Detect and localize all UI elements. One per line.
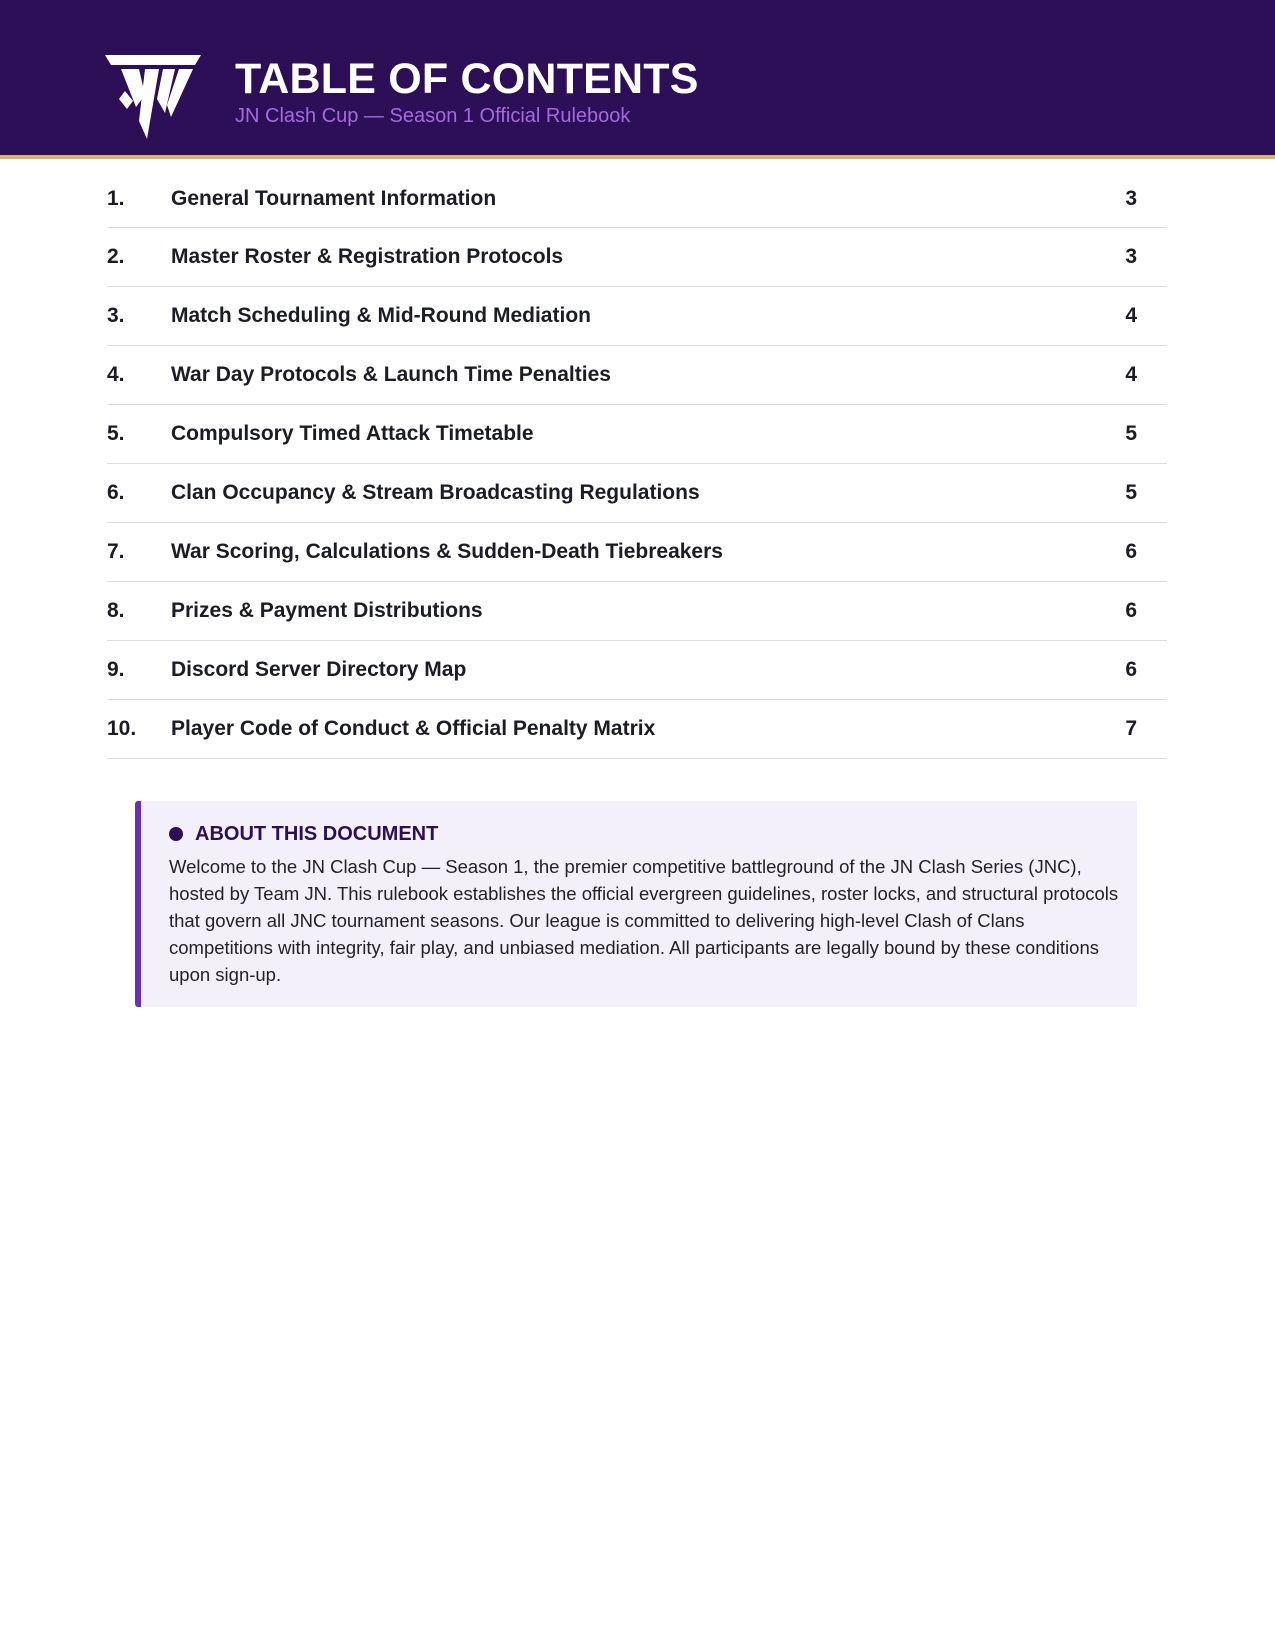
toc-entry-title: Match Scheduling & Mid-Round Mediation xyxy=(171,304,591,327)
toc-entry-page: 6 xyxy=(1125,658,1137,681)
toc-entry-page: 4 xyxy=(1125,363,1137,386)
toc-entry-title: Compulsory Timed Attack Timetable xyxy=(171,422,534,445)
jn-logo-icon xyxy=(105,55,201,139)
toc-entry-number: 9. xyxy=(107,658,125,681)
toc-entry-page: 5 xyxy=(1125,481,1137,504)
toc-entry-title: Prizes & Payment Distributions xyxy=(171,599,483,622)
toc-entry-number: 1. xyxy=(107,187,125,210)
bullet-dot-icon xyxy=(169,827,183,841)
toc-entry-page: 3 xyxy=(1125,187,1137,210)
toc-entry[interactable] xyxy=(107,346,1167,405)
toc-entry-title: War Scoring, Calculations & Sudden-Death Tiebreakers xyxy=(171,540,723,563)
toc-entry-number: 10. xyxy=(107,717,137,740)
toc-entry-number: 2. xyxy=(107,245,125,268)
toc-entry-page: 4 xyxy=(1125,304,1137,327)
toc-entry[interactable] xyxy=(107,228,1167,287)
toc-entry-title: General Tournament Information xyxy=(171,187,497,210)
about-document-panel xyxy=(135,801,1137,1007)
toc-entry[interactable] xyxy=(107,700,1167,759)
toc-entry-title: Master Roster & Registration Protocols xyxy=(171,245,564,268)
toc-entry-title: War Day Protocols & Launch Time Penalties xyxy=(171,363,611,386)
page-subtitle: JN Clash Cup — Season 1 Official Rulebook xyxy=(235,105,631,127)
toc-entry-title: Discord Server Directory Map xyxy=(171,658,467,681)
toc-entry-number: 6. xyxy=(107,481,125,504)
toc-entry-number: 4. xyxy=(107,363,125,386)
toc-entry[interactable] xyxy=(107,405,1167,464)
toc-entry-title: Player Code of Conduct & Official Penalty Matrix xyxy=(171,717,656,740)
table-of-contents xyxy=(107,170,1167,759)
toc-entry-page: 6 xyxy=(1125,540,1137,563)
toc-entry-page: 7 xyxy=(1125,717,1137,740)
toc-entry[interactable] xyxy=(107,523,1167,582)
toc-entry[interactable] xyxy=(107,170,1167,228)
page-header xyxy=(0,0,1275,159)
toc-entry[interactable] xyxy=(107,287,1167,346)
toc-entry-number: 7. xyxy=(107,540,125,563)
page-title: TABLE OF CONTENTS xyxy=(235,55,699,103)
toc-entry[interactable] xyxy=(107,582,1167,641)
toc-entry-number: 8. xyxy=(107,599,125,622)
toc-entry-title: Clan Occupancy & Stream Broadcasting Regulations xyxy=(171,481,700,504)
toc-entry-page: 3 xyxy=(1125,245,1137,268)
toc-entry-page: 6 xyxy=(1125,599,1137,622)
toc-entry-page: 5 xyxy=(1125,422,1137,445)
toc-entry-number: 5. xyxy=(107,422,125,445)
toc-entry[interactable] xyxy=(107,464,1167,523)
toc-entry-number: 3. xyxy=(107,304,125,327)
toc-entry[interactable] xyxy=(107,641,1167,700)
about-title: ABOUT THIS DOCUMENT xyxy=(195,823,439,845)
about-body-text: Welcome to the JN Clash Cup — Season 1, the premier competitive battleground of the JN Clash Series (JNC), hosted by Team JN. This rulebook establishes the official evergreen guidelines, roster locks, and structural protocols that govern all JNC tournament seasons. Our league is committed to delivering high-level Clash of Clans competitions with integrity, fair play, and unbiased mediation. All participants are legally bound by these conditions upon sign-up. xyxy=(169,856,1119,985)
